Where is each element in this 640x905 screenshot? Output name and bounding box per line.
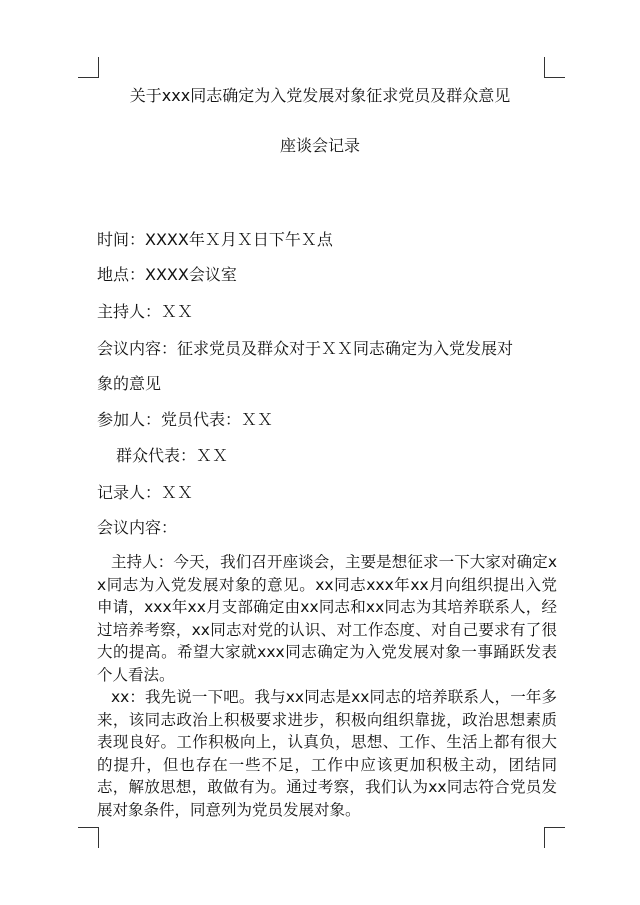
meeting-content-line-2: 象的意见: [97, 374, 162, 393]
meeting-time: 时间：XXXX年Ｘ月Ｘ日下午Ｘ点: [97, 230, 333, 249]
page-corner-mark-top-right: [544, 57, 565, 78]
document-title-line-1: 关于xxx同志确定为入党发展对象征求党员及群众意见: [129, 86, 511, 105]
meeting-content-heading: 会议内容：: [97, 518, 178, 537]
meeting-content-line-1: 会议内容：征求党员及群众对于ＸＸ同志确定为入党发展对: [97, 339, 514, 358]
page-corner-mark-bottom-left: [78, 827, 99, 848]
meeting-host: 主持人：ＸＸ: [97, 302, 194, 321]
meeting-recorder: 记录人：ＸＸ: [97, 483, 194, 502]
meeting-attendees: 参加人：党员代表：ＸＸ: [97, 410, 274, 429]
document-title-line-2: 座谈会记录: [279, 136, 360, 155]
meeting-place: 地点：XXXX会议室: [97, 265, 237, 284]
xx-speech-paragraph: xx：我先说一下吧。我与xx同志是xx同志的培养联系人，一年多来，该同志政治上积极要求进步，积极向组织靠拢，政治思想素质表现良好。工作积极向上，认真负，思想、工作、生活上都有很大的提升，但也存在一些不足，工作中应该更加积极主动，团结同志，解放思想，敢做有为。通过考察，我们认为xx同志符合党员发展对象条件，同意列为党员发展对象。: [97, 688, 557, 819]
page-corner-mark-bottom-right: [544, 827, 565, 848]
page-corner-mark-top-left: [78, 57, 99, 78]
host-speech-paragraph: 主持人：今天，我们召开座谈会，主要是想征求一下大家对确定xx同志为入党发展对象的意见。xx同志xxx年xx月向组织提出入党申请，xxx年xx月支部确定由xx同志和xx同志为其培养联系人，经过培养考察，xx同志对党的认识、对工作态度、对自己要求有了很大的提高。希望大家就xxx同志确定为入党发展对象一事踊跃发表个人看法。: [97, 553, 557, 684]
meeting-public-representatives: 群众代表：ＸＸ: [116, 446, 229, 465]
